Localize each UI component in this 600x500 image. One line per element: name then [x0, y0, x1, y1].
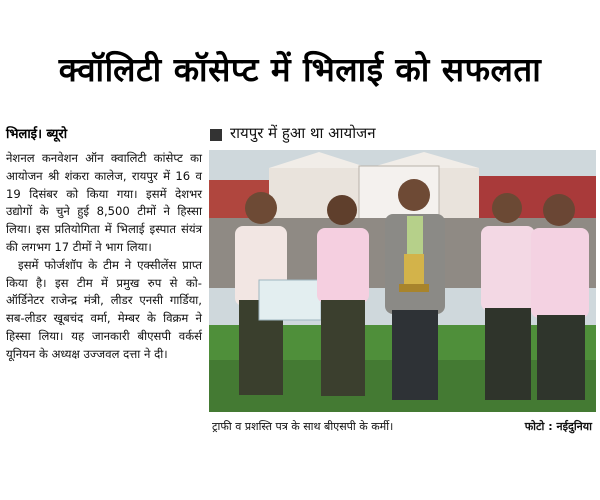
article-paragraph-2: इसमें फोर्जशॉप के टीम ने एक्सीलेंस प्राप्त किया है। इस टीम में प्रमुख रुप से को-ऑर्डिनेटर राजेन्द्र मंत्री, लीडर एनसी गार्डिया, सब-लीडर खूबचंद वर्मा, मेम्बर के विक्रम ने हिस्सा लिया। यह जानकारी बीएसपी वर्कर्स यूनियन के अध्यक्ष उज्जवल दत्ता ने दी। [6, 257, 202, 361]
headline: क्वॉलिटी कॉसेप्ट में भिलाई को सफलता [58, 50, 542, 89]
article-body [6, 150, 202, 364]
dateline: भिलाई। ब्यूरो [6, 127, 68, 142]
photo-credit: फोटो : नईदुनिया [524, 420, 592, 433]
subheading-square-marker [210, 129, 222, 141]
photo-illustration [209, 150, 596, 412]
subheading: रायपुर में हुआ था आयोजन [230, 124, 376, 142]
photo-caption: ट्राफी व प्रशस्ति पत्र के साथ बीएसपी के कर्मी। [212, 420, 394, 433]
article-paragraph-1: नेशनल कनवेशन ऑन क्वालिटी कांसेप्ट का आयोजन श्री शंकरा कालेज, रायपुर में 16 व 19 दिसंबर को किया गया। इसमें देशभर उद्योगों के चुने हुई 8,500 टीमों ने हिस्सा लिया। इस प्रतियोगिता में भिलाई इस्पात संयंत्र की लगभग 17 टीमों ने भाग लिया। [6, 151, 202, 254]
news-photo [209, 150, 596, 412]
